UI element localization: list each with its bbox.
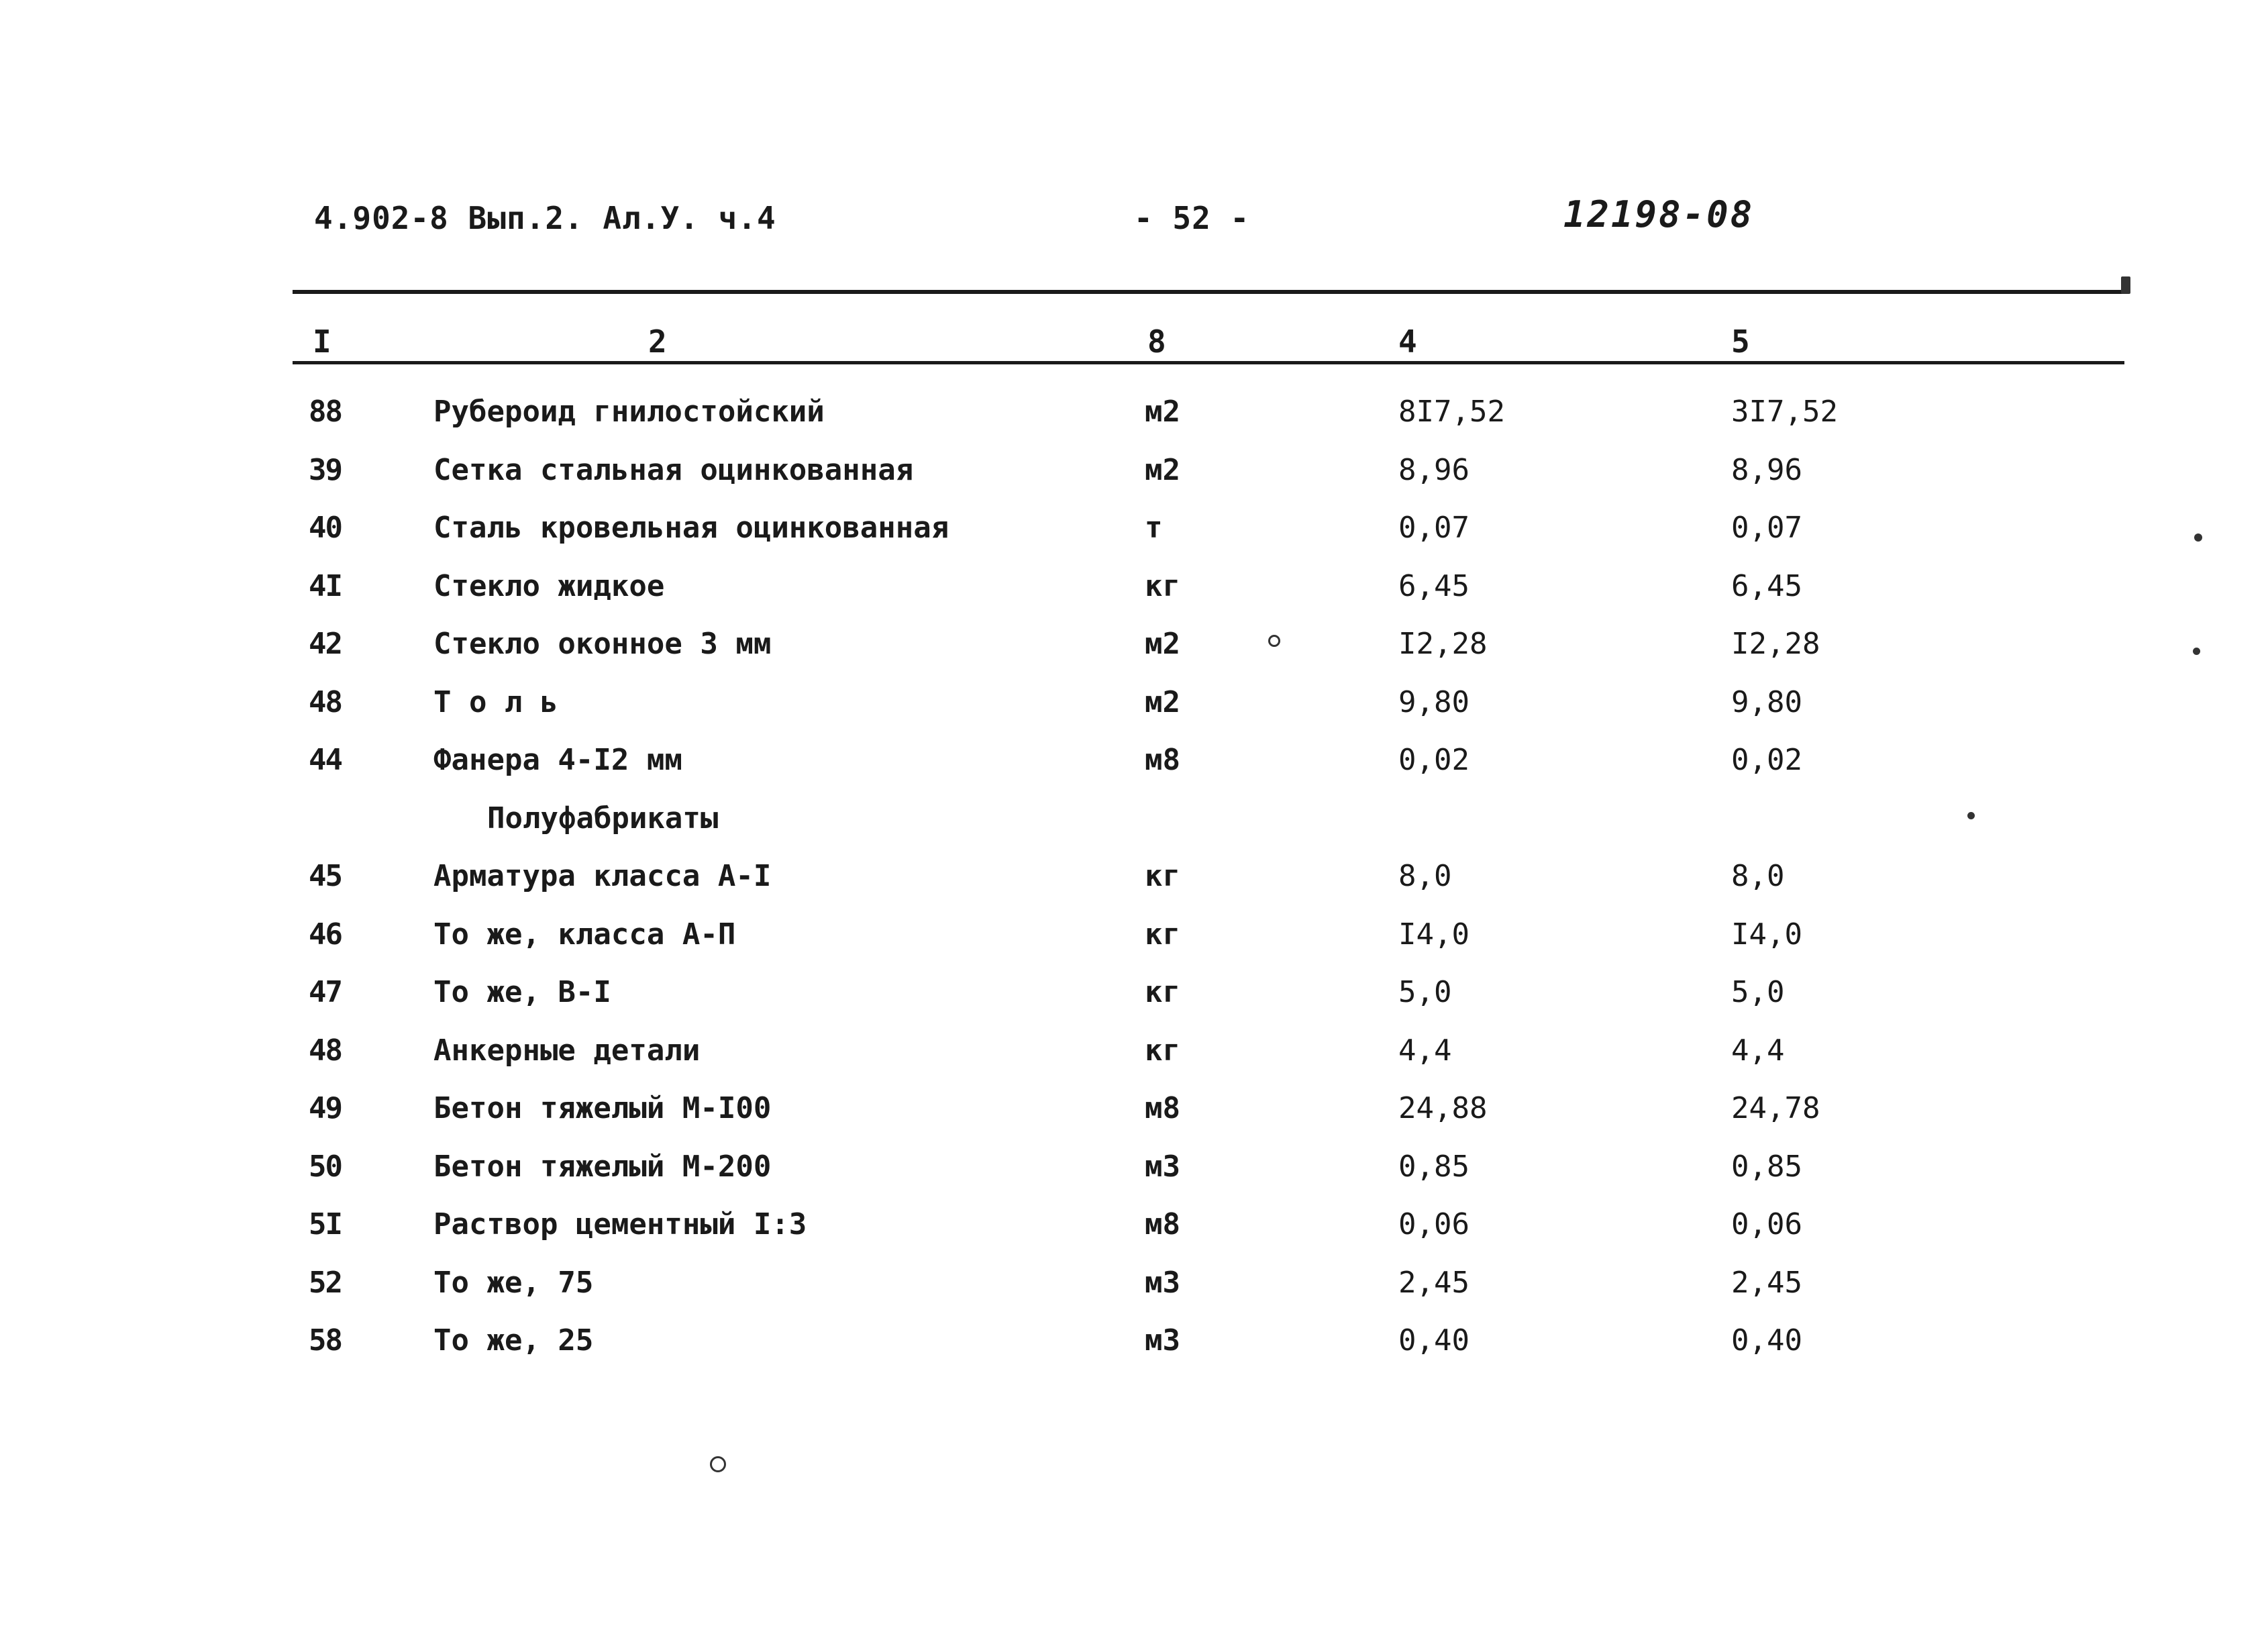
quantity-col4: 9,80 [1398,684,1470,719]
unit: м2 [1145,395,1180,429]
table-row [0,1033,2268,1092]
row-number: 58 [309,1323,342,1358]
quantity-col4: 0,85 [1398,1149,1470,1184]
material-name: Арматура класса А-I [433,859,772,893]
quantity-col5: 3I7,52 [1731,395,1838,429]
table-row [0,1207,2268,1266]
quantity-col5: I4,0 [1731,917,1802,952]
quantity-col5: 0,85 [1731,1149,1802,1184]
table-top-rule [293,290,2124,294]
row-number: 4I [309,568,342,603]
column-number-3: 8 [1147,323,1166,360]
scan-speck [2193,648,2200,655]
unit: м2 [1145,452,1180,487]
material-name: Стекло жидкое [433,568,665,603]
table-row [0,1323,2268,1382]
row-number: 47 [309,975,342,1009]
quantity-col5: 2,45 [1731,1265,1802,1300]
table-row [0,627,2268,685]
material-name: Фанера 4-I2 мм [433,743,682,777]
table-row [0,511,2268,569]
table-row [0,569,2268,627]
page-number: - 52 - [1134,200,1250,236]
quantity-col5: 24,78 [1731,1091,1820,1125]
material-name: То же, 75 [433,1265,594,1300]
quantity-col4: 0,07 [1398,511,1470,545]
scan-speck [1967,812,1975,819]
row-number: 48 [309,684,342,719]
column-number-5: 5 [1731,323,1750,360]
column-number-1: I [313,323,331,360]
unit: кг [1145,568,1180,603]
row-number: 44 [309,743,342,777]
quantity-col4: 4,4 [1398,1033,1452,1068]
unit: кг [1145,975,1180,1009]
unit: м2 [1145,627,1180,661]
quantity-col5: 6,45 [1731,568,1802,603]
quantity-col5: 4,4 [1731,1033,1785,1068]
table-row [0,743,2268,801]
quantity-col4: 2,45 [1398,1265,1470,1300]
unit: кг [1145,1033,1180,1068]
scan-speck [710,1456,726,1472]
unit: т [1145,511,1163,545]
document-code: 4.902-8 Вып.2. Ал.У. ч.4 [314,200,776,236]
quantity-col5: 0,02 [1731,743,1802,777]
row-number: 49 [309,1091,342,1125]
unit: кг [1145,917,1180,952]
quantity-col4: 0,40 [1398,1323,1470,1358]
table-row [0,1150,2268,1208]
material-name: То же, класса А-П [433,917,736,952]
quantity-col4: 8,0 [1398,859,1452,893]
table-row [0,395,2268,453]
table-row [0,917,2268,976]
column-number-2: 2 [648,323,667,360]
row-number: 48 [309,1033,342,1068]
quantity-col4: I2,28 [1398,627,1488,661]
row-number: 52 [309,1265,342,1300]
scan-speck [2194,533,2202,542]
unit: м8 [1145,1207,1180,1241]
material-name: То же, В-I [433,975,611,1009]
scan-speck [1268,635,1280,647]
material-name: Раствор цементный I:3 [433,1207,807,1241]
material-name: Рубероид гнилостойский [433,395,825,429]
unit: кг [1145,859,1180,893]
quantity-col5: I2,28 [1731,627,1820,661]
table-row [0,1266,2268,1324]
row-number: 42 [309,627,342,661]
material-name: Сталь кровельная оцинкованная [433,511,949,545]
table-row [0,453,2268,511]
material-name: Анкерные детали [433,1033,701,1068]
unit: м3 [1145,1265,1180,1300]
table-row [0,859,2268,917]
material-name: Сетка стальная оцинкованная [433,452,914,487]
row-number: 50 [309,1149,342,1184]
scan-speck [2121,276,2130,294]
quantity-col5: 8,0 [1731,859,1785,893]
quantity-col5: 0,40 [1731,1323,1802,1358]
row-number: 39 [309,452,342,487]
quantity-col4: I4,0 [1398,917,1470,952]
section-heading-row [0,801,2268,860]
table-header-rule [293,361,2124,364]
quantity-col4: 6,45 [1398,568,1470,603]
unit: м3 [1145,1149,1180,1184]
quantity-col5: 0,06 [1731,1207,1802,1241]
material-name: Бетон тяжелый М-I00 [433,1091,772,1125]
quantity-col5: 9,80 [1731,684,1802,719]
quantity-col5: 5,0 [1731,975,1785,1009]
material-name: Стекло оконное 3 мм [433,627,772,661]
section-heading: Полуфабрикаты [487,801,719,835]
material-name: Бетон тяжелый М-200 [433,1149,772,1184]
quantity-col5: 0,07 [1731,511,1802,545]
material-name: Т о л ь [433,684,558,719]
unit: м3 [1145,1323,1180,1358]
row-number: 46 [309,917,342,952]
column-number-4: 4 [1398,323,1417,360]
quantity-col4: 5,0 [1398,975,1452,1009]
table-row [0,685,2268,744]
material-name: То же, 25 [433,1323,594,1358]
inventory-number: 12198-08 [1563,193,1755,236]
quantity-col5: 8,96 [1731,452,1802,487]
unit: м8 [1145,1091,1180,1125]
table-row [0,1091,2268,1150]
unit: м8 [1145,743,1180,777]
row-number: 5I [309,1207,342,1241]
row-number: 40 [309,511,342,545]
quantity-col4: 0,02 [1398,743,1470,777]
quantity-col4: 8,96 [1398,452,1470,487]
quantity-col4: 8I7,52 [1398,395,1505,429]
row-number: 45 [309,859,342,893]
quantity-col4: 24,88 [1398,1091,1488,1125]
table-row [0,975,2268,1033]
unit: м2 [1145,684,1180,719]
material-table-body [0,395,2268,1382]
row-number: 88 [309,395,342,429]
quantity-col4: 0,06 [1398,1207,1470,1241]
